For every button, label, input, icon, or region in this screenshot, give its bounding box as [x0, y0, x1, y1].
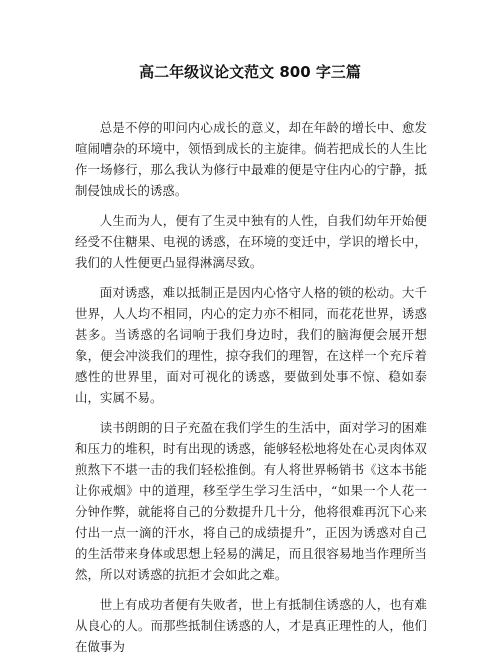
paragraph: 面对诱惑，难以抵制正是因内心恪守人格的锁的松动。大千世界，人人均不相同，内心的定力亦不相同，而花花世界，诱惑甚多。当诱惑的名词响于我们身边时，我们的脑海便会展开想象，便会冲淡我们的理性，掠夺我们的理智，在这样一个充斥着感性的世界里，面对可视化的诱惑，要做到处事不惊、稳如泰山，实属不易。 — [75, 285, 427, 405]
document-body — [75, 117, 427, 666]
paragraph: 世上有成功者便有失败者，世上有抵制住诱惑的人，也有难从良心的人。而那些抵制住诱惑的人，才是真正理性的人，他们在做事为 — [75, 597, 427, 654]
paragraph: 人生而为人，便有了生灵中独有的人性，自我们幼年开始便经受不住糖果、电视的诱惑，在环境的变迁中，学识的增长中，我们的人性便更凸显得淋漓尽致。 — [75, 213, 427, 270]
document-title: 高二年级议论文范文 800 字三篇 — [139, 63, 361, 81]
paragraph: 总是不停的叩问内心成长的意义，却在年龄的增长中、愈发喧闹嘈杂的环境中，领悟到成长的主旋律。倘若把成长的人生比作一场修行，那么我认为修行中最难的便是守住内心的宁静，抵制侵蚀成长的诱惑。 — [75, 120, 427, 198]
paragraph: 读书朗朗的日子充盈在我们学生的生活中，面对学习的困难和压力的堆积，时有出现的诱惑，能够轻松地将处在心灵肉体双煎熬下不堪一击的我们轻松推倒。有人将世界畅销书《这本书能让你戒烟》中的道理，移至学生学习生活中，“如果一个人花一分钟作弊，就能将自己的分数提升几十分，他将很难再沉下心来付出一点一滴的汗水，将自己的成绩提升”，正因为诱惑对自己的生活带来身体或思想上轻易的满足，而且很容易地当作理所当然，所以对诱惑的抗拒才会如此之难。 — [75, 420, 427, 582]
